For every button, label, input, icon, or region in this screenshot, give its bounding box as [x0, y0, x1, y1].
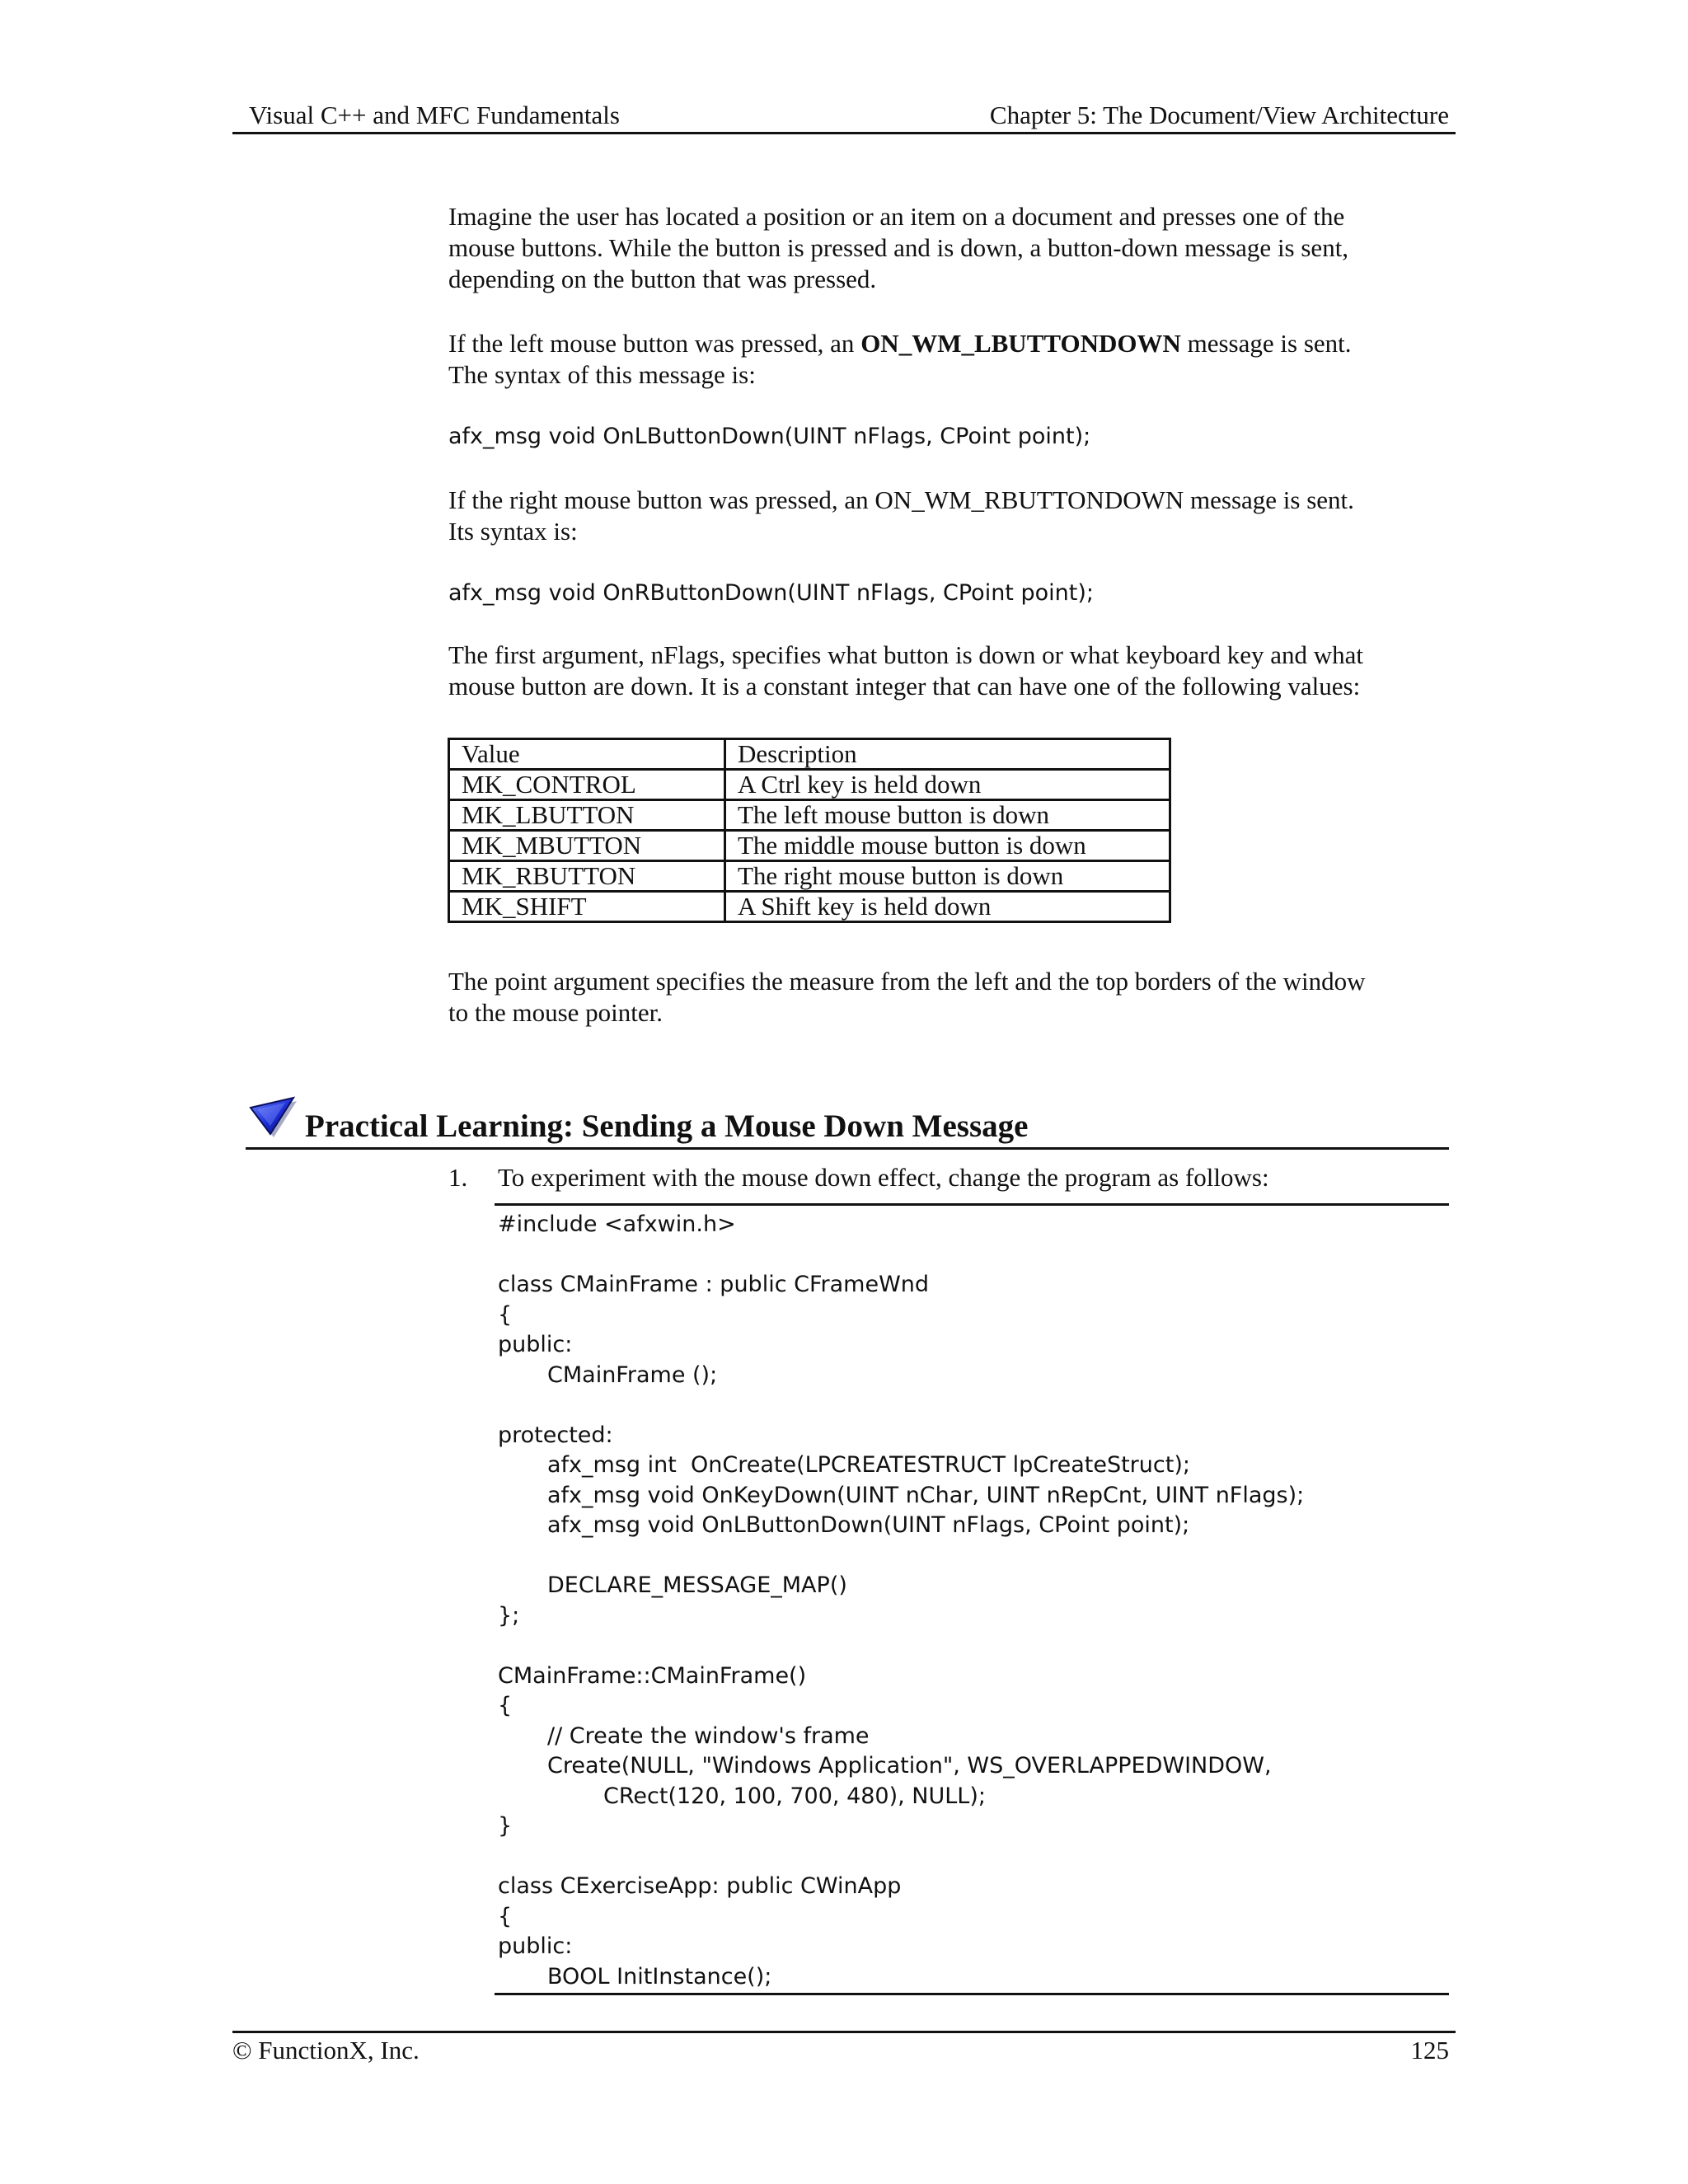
step-number: 1. [448, 1163, 468, 1192]
paragraph-line: to the mouse pointer. [448, 998, 663, 1027]
paragraph-nflags [448, 640, 1446, 702]
page-number: 125 [1410, 2036, 1449, 2064]
table-cell-value: MK_CONTROL [449, 770, 725, 800]
paragraph-line: mouse buttons. While the button is pressed and is down, a button-down message is sent, [448, 233, 1349, 262]
footer-copyright: © FunctionX, Inc. [232, 2036, 420, 2064]
message-name-bold: ON_WM_LBUTTONDOWN [860, 329, 1181, 358]
footer-rule [232, 2031, 1456, 2033]
code-line: public: [498, 1933, 573, 1959]
code-line: BOOL InitInstance(); [547, 1963, 772, 1990]
code-line: CRect(120, 100, 700, 480), NULL); [603, 1783, 986, 1809]
code-line: afx_msg void OnLButtonDown(UINT nFlags, CPoint point); [547, 1512, 1190, 1538]
table-cell-value: MK_LBUTTON [449, 800, 725, 831]
paragraph-right-button [448, 485, 1446, 547]
code-line: afx_msg void OnKeyDown(UINT nChar, UINT nRepCnt, UINT nFlags); [547, 1482, 1305, 1508]
table-header-cell: Value [449, 739, 725, 770]
paragraph-line: depending on the button that was pressed. [448, 265, 877, 293]
code-line: }; [498, 1602, 520, 1629]
table-header-cell: Description [725, 739, 1170, 770]
table-row [449, 800, 1170, 831]
heading-rule [246, 1147, 1449, 1150]
paragraph-line: Imagine the user has located a position or an item on a document and presses one of the [448, 202, 1345, 231]
code-block-bottom-rule [495, 1993, 1449, 1995]
paragraph-line: The point argument specifies the measure from the left and the top borders of the window [448, 967, 1366, 996]
code-line [498, 1842, 1304, 1872]
paragraph-line: The syntax of this message is: [448, 360, 756, 389]
code-line: DECLARE_MESSAGE_MAP() [547, 1572, 847, 1598]
code-line: CMainFrame::CMainFrame() [498, 1662, 807, 1689]
blue-triangle-arrow-icon [247, 1096, 297, 1137]
running-header-chapter: Chapter 5: The Document/View Architecture [989, 101, 1449, 129]
text-run: If the left mouse button was pressed, an [448, 329, 861, 358]
step-instruction: To experiment with the mouse down effect, change the program as follows: [498, 1163, 1269, 1192]
code-line: Create(NULL, "Windows Application", WS_OVERLAPPEDWINDOW, [547, 1753, 1272, 1779]
code-line [498, 1240, 1304, 1271]
paragraph-point-argument [448, 966, 1446, 1029]
paragraph-line: Its syntax is: [448, 517, 578, 546]
text-run: message is sent. [1180, 329, 1352, 358]
code-onrbuttondown-syntax: afx_msg void OnRButtonDown(UINT nFlags, CPoint point); [448, 580, 1094, 606]
table-cell-description: A Ctrl key is held down [725, 770, 1170, 800]
paragraph-intro [448, 201, 1446, 295]
code-line [498, 1631, 1304, 1661]
table-cell-description: A Shift key is held down [725, 892, 1170, 922]
paragraph-line: mouse button are down. It is a constant integer that can have one of the following values: [448, 672, 1361, 701]
code-line [498, 1390, 1304, 1421]
practical-learning-heading: Practical Learning: Sending a Mouse Down Message [305, 1108, 1029, 1144]
code-line: { [498, 1903, 513, 1929]
code-line: CMainFrame (); [547, 1361, 718, 1388]
table-cell-value: MK_MBUTTON [449, 831, 725, 861]
code-line: protected: [498, 1422, 613, 1448]
code-line: #include <afxwin.h> [498, 1212, 736, 1237]
paragraph-line [448, 328, 1446, 359]
table-cell-description: The left mouse button is down [725, 800, 1170, 831]
table-row [449, 770, 1170, 800]
paragraph-line: If the right mouse button was pressed, an ON_WM_RBUTTONDOWN message is sent. [448, 485, 1354, 514]
code-line: { [498, 1693, 513, 1718]
code-listing [498, 1210, 1304, 1992]
code-line: class CMainFrame : public CFrameWnd [498, 1272, 930, 1297]
code-line: public: [498, 1332, 573, 1357]
code-line [498, 1541, 1304, 1572]
paragraph-left-button [448, 328, 1446, 391]
paragraph-line: The first argument, nFlags, specifies what button is down or what keyboard key and what [448, 640, 1364, 669]
running-header-title: Visual C++ and MFC Fundamentals [249, 101, 620, 129]
header-rule [232, 132, 1456, 134]
code-line: { [498, 1301, 513, 1328]
table-row [449, 861, 1170, 892]
table-cell-value: MK_SHIFT [449, 892, 725, 922]
table-cell-description: The middle mouse button is down [725, 831, 1170, 861]
table-row [449, 831, 1170, 861]
code-block-top-rule [495, 1203, 1449, 1206]
code-line: } [498, 1813, 513, 1839]
table-cell-description: The right mouse button is down [725, 861, 1170, 892]
table-cell-value: MK_RBUTTON [449, 861, 725, 892]
table-header-row [449, 739, 1170, 770]
code-line: // Create the window's frame [547, 1722, 870, 1749]
code-line: class CExerciseApp: public CWinApp [498, 1873, 902, 1899]
code-line: afx_msg int OnCreate(LPCREATESTRUCT lpCreateStruct); [547, 1452, 1190, 1478]
nflags-values-table [448, 738, 1171, 923]
code-onlbuttondown-syntax: afx_msg void OnLButtonDown(UINT nFlags, CPoint point); [448, 424, 1091, 449]
table-row [449, 892, 1170, 922]
